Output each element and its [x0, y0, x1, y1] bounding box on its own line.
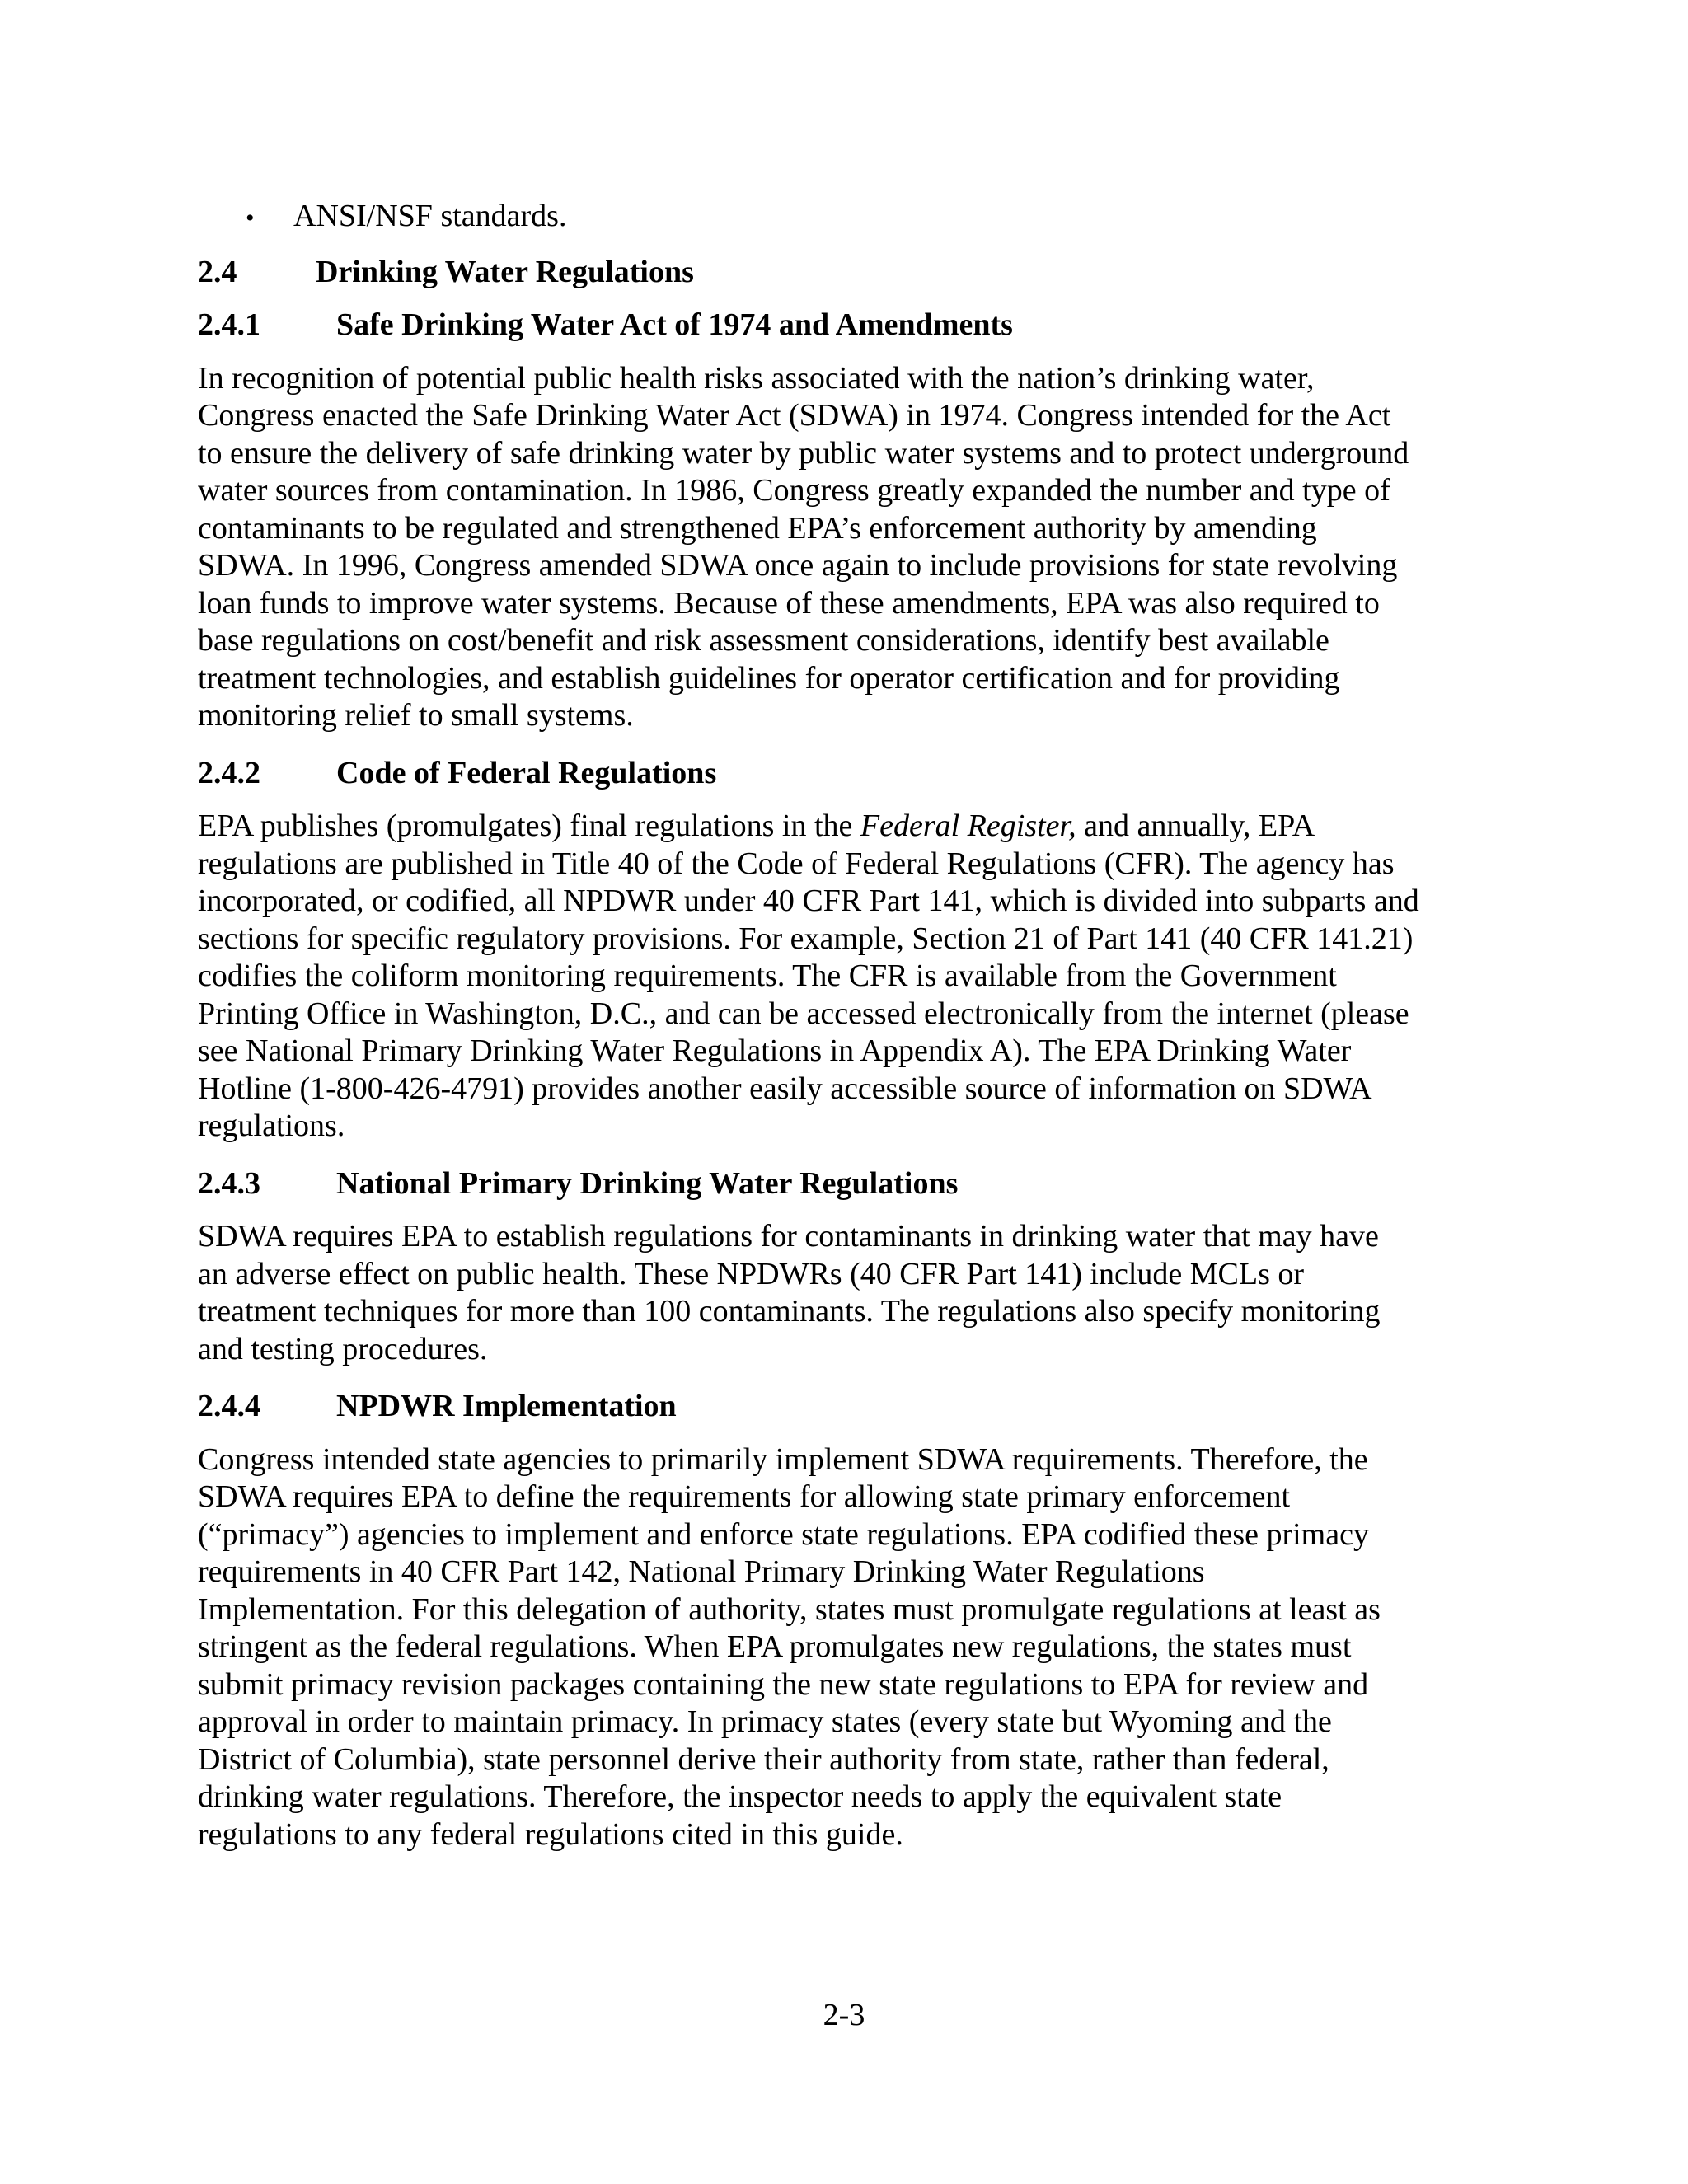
paragraph-line: In recognition of potential public health risks associated with the nation’s drinking water, [198, 360, 1315, 396]
paragraph-line: SDWA requires EPA to establish regulations for contaminants in drinking water that may have [198, 1219, 1379, 1254]
section-2-4-heading [198, 254, 1500, 292]
section-title: Safe Drinking Water Act of 1974 and Amendments [336, 307, 1013, 342]
paragraph-line: (“primacy”) agencies to implement and enforce state regulations. EPA codified these primacy [198, 1516, 1369, 1552]
paragraph-line: drinking water regulations. Therefore, the inspector needs to apply the equivalent state [198, 1779, 1282, 1814]
section-2-4-2-paragraph [198, 808, 1500, 1146]
paragraph-line [198, 808, 1500, 846]
paragraph-line: see National Primary Drinking Water Regulations in Appendix A). The EPA Drinking Water [198, 1033, 1352, 1068]
line-text: and annually, EPA [1076, 808, 1315, 843]
section-number: 2.4.4 [198, 1389, 260, 1423]
paragraph-line: an adverse effect on public health. These NPDWRs (40 CFR Part 141) include MCLs or [198, 1256, 1305, 1291]
paragraph-line: submit primacy revision packages containing the new state regulations to EPA for review and [198, 1666, 1369, 1702]
federal-register-italic: Federal Register, [860, 808, 1076, 843]
document-page [198, 198, 1500, 1873]
paragraph-line: regulations. [198, 1108, 345, 1143]
paragraph-line: sections for specific regulatory provisions. For example, Section 21 of Part 141 (40 CFR 141.21) [198, 921, 1414, 956]
bullet-item [246, 198, 1500, 237]
paragraph-line: contaminants to be regulated and strengthened EPA’s enforcement authority by amending [198, 510, 1317, 546]
section-2-4-4-paragraph [198, 1441, 1500, 1854]
paragraph-line: stringent as the federal regulations. When EPA promulgates new regulations, the states must [198, 1629, 1352, 1664]
paragraph-line: SDWA. In 1996, Congress amended SDWA once again to include provisions for state revolving [198, 548, 1398, 583]
paragraph-line: water sources from contamination. In 1986, Congress greatly expanded the number and type of [198, 473, 1390, 508]
paragraph-line: treatment techniques for more than 100 contaminants. The regulations also specify monitoring [198, 1294, 1381, 1329]
section-2-4-1-paragraph [198, 360, 1500, 735]
section-number: 2.4.2 [198, 755, 260, 790]
section-title: Code of Federal Regulations [336, 755, 717, 790]
paragraph-line: SDWA requires EPA to define the requirements for allowing state primary enforcement [198, 1479, 1291, 1514]
section-2-4-3-heading [198, 1165, 1500, 1203]
paragraph-line: Congress intended state agencies to primarily implement SDWA requirements. Therefore, the [198, 1441, 1368, 1477]
paragraph-line: incorporated, or codified, all NPDWR under 40 CFR Part 141, which is divided into subparts and [198, 883, 1419, 918]
section-2-4-2-heading [198, 755, 1500, 793]
section-2-4-4-heading [198, 1388, 1500, 1426]
paragraph-line: regulations to any federal regulations cited in this guide. [198, 1816, 903, 1852]
paragraph-line: Implementation. For this delegation of authority, states must promulgate regulations at least as [198, 1591, 1381, 1627]
paragraph-line: approval in order to maintain primacy. In primacy states (every state but Wyoming and the [198, 1704, 1332, 1739]
paragraph-line: to ensure the delivery of safe drinking water by public water systems and to protect underground [198, 435, 1409, 471]
section-number: 2.4 [198, 254, 237, 289]
section-2-4-3-paragraph [198, 1218, 1500, 1368]
section-title: Drinking Water Regulations [316, 254, 694, 289]
paragraph-line: and testing procedures. [198, 1331, 488, 1366]
section-2-4-1-heading [198, 307, 1500, 344]
paragraph-line: monitoring relief to small systems. [198, 698, 634, 733]
paragraph-line: Printing Office in Washington, D.C., and can be accessed electronically from the internet (please [198, 996, 1409, 1031]
paragraph-line: codifies the coliform monitoring requirements. The CFR is available from the Government [198, 958, 1337, 993]
bullet-icon: • [246, 204, 255, 232]
paragraph-line: treatment technologies, and establish guidelines for operator certification and for providing [198, 660, 1340, 696]
line-text: EPA publishes (promulgates) final regulations in the [198, 808, 860, 843]
bullet-text: ANSI/NSF standards. [293, 199, 567, 233]
paragraph-line: District of Columbia), state personnel derive their authority from state, rather than federal, [198, 1741, 1329, 1777]
paragraph-line: loan funds to improve water systems. Because of these amendments, EPA was also required to [198, 585, 1380, 621]
paragraph-line: Congress enacted the Safe Drinking Water Act (SDWA) in 1974. Congress intended for the Act [198, 398, 1391, 433]
page-number: 2-3 [823, 1998, 865, 2032]
section-title: National Primary Drinking Water Regulations [336, 1165, 959, 1201]
paragraph-line: base regulations on cost/benefit and risk assessment considerations, identify best available [198, 623, 1329, 658]
paragraph-line: requirements in 40 CFR Part 142, National Primary Drinking Water Regulations [198, 1554, 1205, 1589]
paragraph-line: Hotline (1-800-426-4791) provides another easily accessible source of information on SDWA [198, 1071, 1372, 1106]
section-title: NPDWR Implementation [336, 1389, 677, 1423]
section-number: 2.4.3 [198, 1165, 260, 1201]
section-number: 2.4.1 [198, 307, 260, 342]
paragraph-line: regulations are published in Title 40 of the Code of Federal Regulations (CFR). The agency has [198, 846, 1395, 881]
